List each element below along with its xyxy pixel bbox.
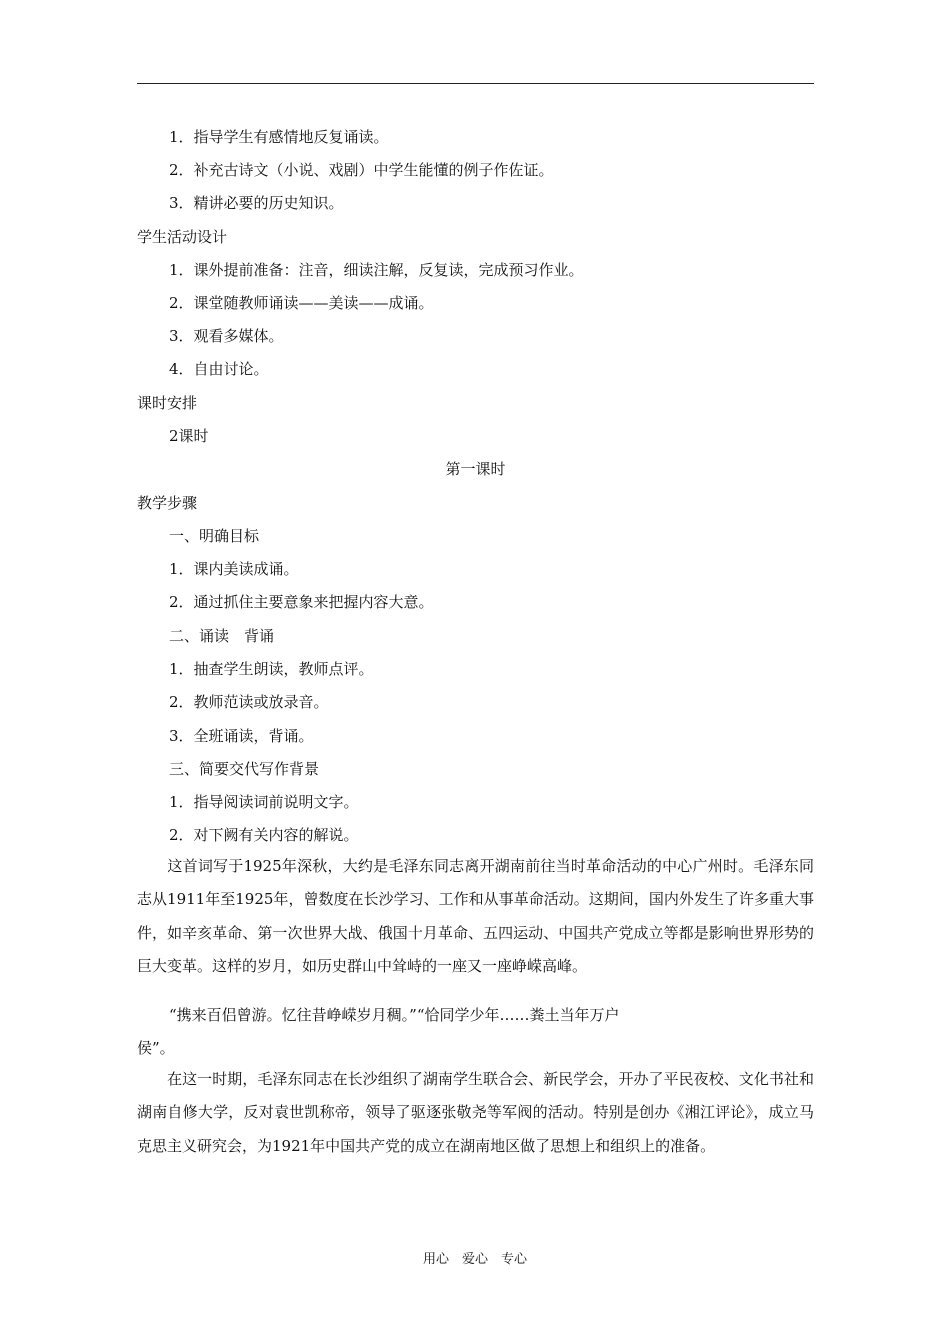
paragraph-activities	[137, 1063, 814, 1163]
section-heading-schedule: 课时安排	[137, 394, 198, 412]
list-item: 2．教师范读或放录音。	[169, 693, 329, 711]
step-heading: 一、明确目标	[169, 527, 260, 545]
list-item: 3．精讲必要的历史知识。	[169, 194, 344, 212]
list-item: 3．观看多媒体。	[169, 327, 284, 345]
page-footer: 用心 爱心 专心	[422, 1252, 527, 1267]
list-item: 2．对下阙有关内容的解说。	[169, 826, 359, 844]
header-rule	[137, 83, 814, 84]
paragraph-text: 这首词写于1925年深秋，大约是毛泽东同志离开湖南前往当时革命活动的中心广州时。毛泽东同志从1911年至1925年，曾数度在长沙学习、工作和从事革命活动。这期间，国内外发生了许多重大事件，如辛亥革命、第一次世界大战、俄国十月革命、五四运动、中国共产党成立等都是影响世界形势的巨大变革。这样的岁月，如历史群山中耸峙的一座又一座峥嵘高峰。	[137, 857, 814, 976]
list-item: 1．抽查学生朗读，教师点评。	[169, 660, 374, 678]
lesson-title: 第一课时	[445, 460, 506, 478]
section-heading-steps: 教学步骤	[137, 494, 198, 512]
list-item: 2．补充古诗文（小说、戏剧）中学生能懂的例子作佐证。	[169, 161, 554, 179]
list-item: 1．课内美读成诵。	[169, 560, 299, 578]
list-item: 1．课外提前准备：注音，细读注解，反复读，完成预习作业。	[169, 261, 584, 279]
list-item: 1．指导学生有感情地反复诵读。	[169, 128, 389, 146]
step-heading: 三、简要交代写作背景	[169, 760, 320, 778]
list-item: 2．通过抓住主要意象来把握内容大意。	[169, 593, 434, 611]
quote-line: “携来百侣曾游。忆往昔峥嵘岁月稠。”“恰同学少年……粪土当年万户	[169, 1006, 620, 1024]
quote-line: 侯”。	[137, 1039, 175, 1057]
list-item: 3．全班诵读，背诵。	[169, 727, 314, 745]
step-heading: 二、诵读 背诵	[169, 627, 275, 645]
paragraph-background	[137, 850, 814, 984]
list-item: 2．课堂随教师诵读——美读——成诵。	[169, 294, 434, 312]
paragraph-text: 在这一时期，毛泽东同志在长沙组织了湖南学生联合会、新民学会，开办了平民夜校、文化书社和湖南自修大学，反对袁世凯称帝，领导了驱逐张敬尧等军阀的活动。特别是创办《湘江评论》，成立马克思主义研究会，为1921年中国共产党的成立在湖南地区做了思想上和组织上的准备。	[137, 1070, 814, 1155]
list-item: 1．指导阅读词前说明文字。	[169, 793, 359, 811]
list-item: 4．自由讨论。	[169, 360, 269, 378]
section-heading-student: 学生活动设计	[137, 228, 228, 246]
schedule-value: 2课时	[169, 427, 209, 445]
